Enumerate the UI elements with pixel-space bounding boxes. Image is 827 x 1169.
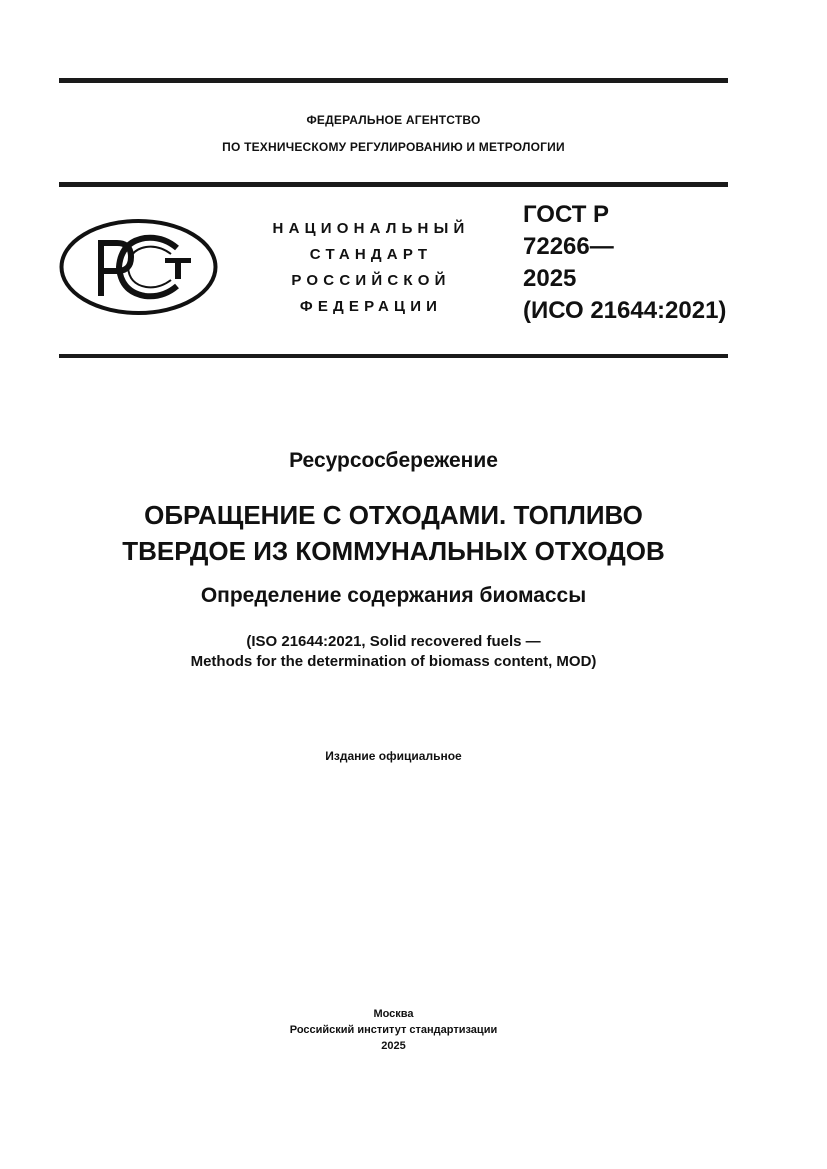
standard-type-line: СТАНДАРТ [309, 246, 433, 263]
iso-reference [59, 632, 728, 672]
bottom-header-rule [59, 354, 728, 358]
designation-line: 72266— [523, 233, 614, 260]
iso-line: Methods for the determination of biomass content, MOD) [190, 653, 597, 670]
imprint-year: 2025 [381, 1040, 406, 1052]
standard-type-line: НАЦИОНАЛЬНЫЙ [272, 220, 470, 237]
document-subtitle: Определение содержания биомассы [200, 584, 587, 607]
document-subject: Ресурсосбережение [289, 449, 498, 472]
header-rule [59, 182, 728, 187]
document-title [59, 497, 728, 569]
title-line: ТВЕРДОЕ ИЗ КОММУНАЛЬНЫХ ОТХОДОВ [122, 536, 665, 566]
title-line: ОБРАЩЕНИЕ С ОТХОДАМИ. ТОПЛИВО [144, 500, 643, 530]
agency-name-line2: ПО ТЕХНИЧЕСКОМУ РЕГУЛИРОВАНИЮ И МЕТРОЛОГИИ [222, 140, 565, 154]
standard-type-line: ФЕДЕРАЦИИ [299, 298, 443, 315]
iso-line: (ISO 21644:2021, Solid recovered fuels — [246, 633, 541, 650]
standard-type-block [262, 216, 480, 320]
imprint-publisher: Российский институт стандартизации [289, 1024, 498, 1036]
standard-designation [523, 199, 726, 327]
logo-text: РСТ [59, 218, 61, 219]
agency-name-line1: ФЕДЕРАЛЬНОЕ АГЕНТСТВО [306, 113, 481, 127]
designation-line: 2025 [523, 265, 577, 292]
rst-emblem-icon [59, 218, 218, 316]
designation-line: (ИСО 21644:2021) [523, 297, 727, 324]
designation-line: ГОСТ Р [523, 201, 610, 228]
top-rule [59, 78, 728, 83]
imprint-city: Москва [373, 1008, 414, 1020]
standard-type-line: РОССИЙСКОЙ [291, 272, 451, 289]
imprint [59, 1006, 728, 1054]
edition-note: Издание официальное [325, 749, 462, 763]
